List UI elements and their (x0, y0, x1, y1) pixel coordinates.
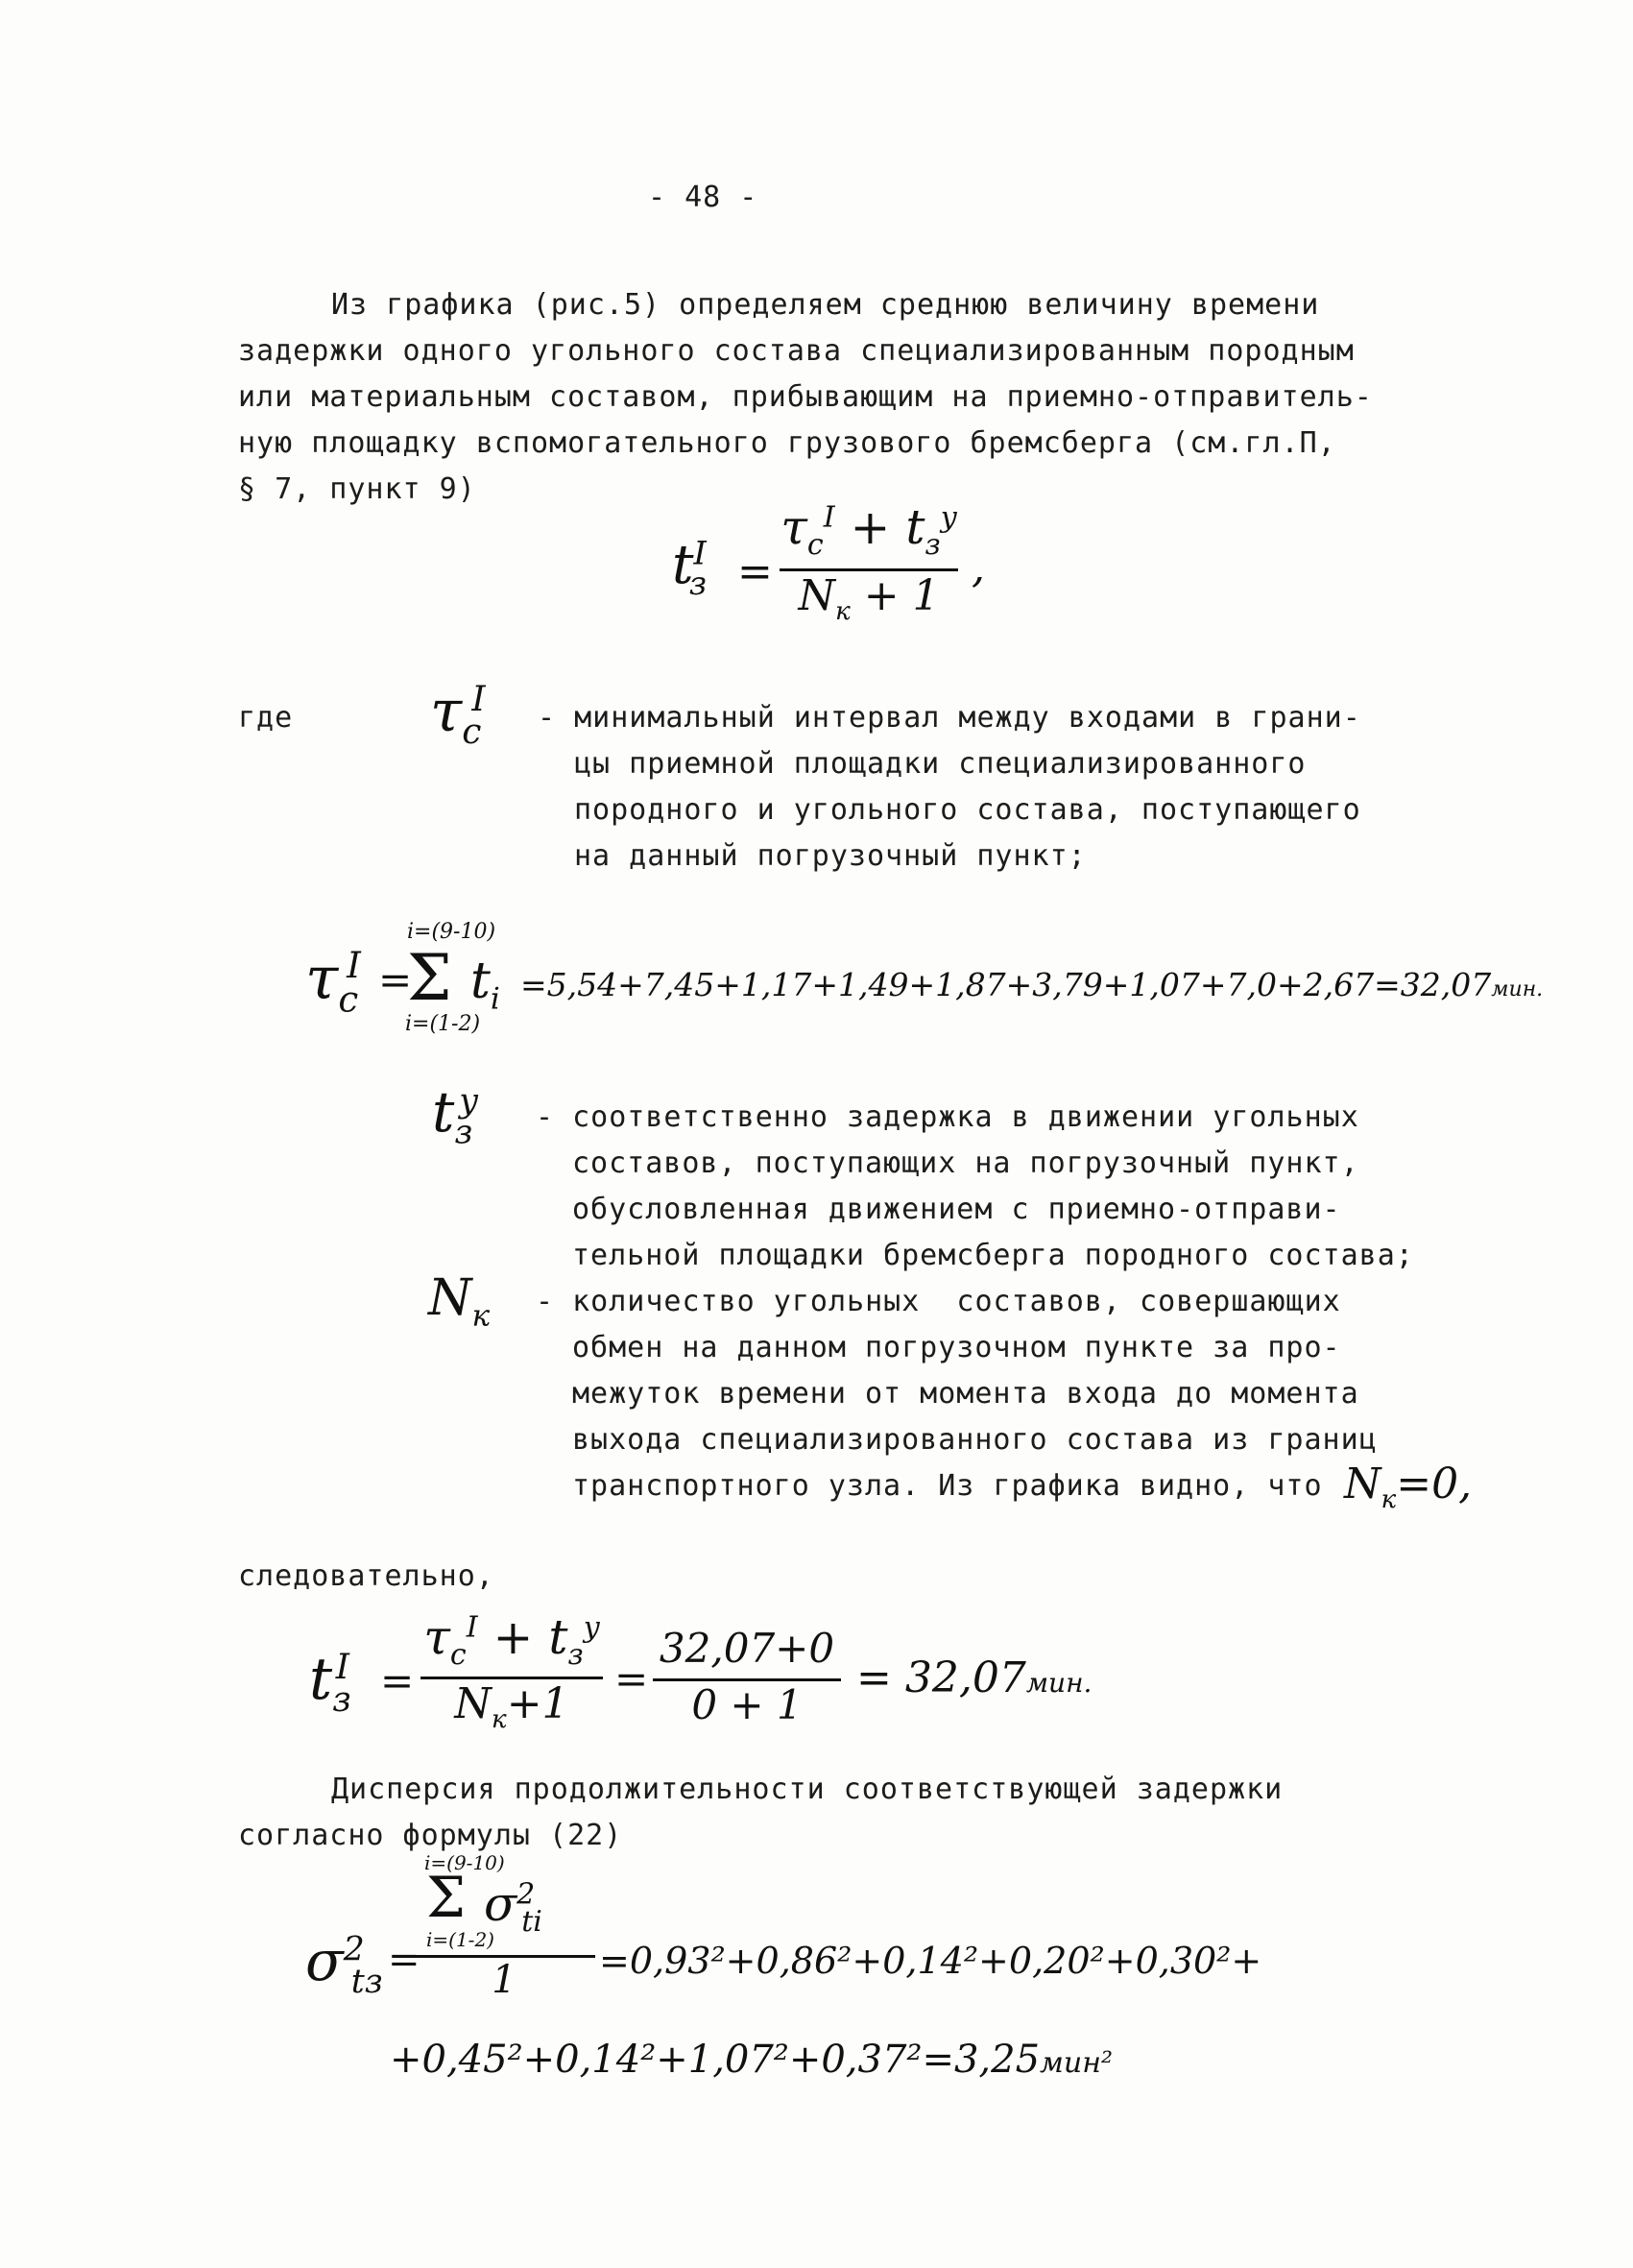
tau-definition-line-1: - минимальный интервал между входами в грани- (538, 701, 1361, 735)
paragraph-1-line-2: задержки одного угольного состава специализированным породным (238, 334, 1355, 368)
formula-1-fraction (780, 499, 958, 626)
where-label: где (238, 701, 294, 735)
formula-1-equals: = (737, 547, 773, 596)
formula-2-equals: = (378, 956, 413, 1003)
formula-2-sum-upper: i=(9-10) (407, 920, 496, 944)
formula-1-denominator: $N_к + 1$ (798, 571, 940, 626)
formula-2-sum-lower: i=(1-2) (405, 1012, 481, 1036)
formula-3-denominator-2: 0 + 1 (691, 1681, 803, 1728)
n-equals-zero: $N_к=0$, (1344, 1460, 1473, 1514)
formula-3-result: = 32,07мин. (856, 1653, 1093, 1702)
formula-4-fraction (413, 1847, 595, 2002)
tau-definition-line-4: на данный погрузочный пункт; (574, 839, 1087, 873)
tau-definition-line-3: породного и угольного состава, поступающего (574, 793, 1361, 827)
n-definition-line-5: транспортного узла. Из графика видно, что (572, 1469, 1323, 1503)
formula-4-rhs-line-2: +0,45²+0,14²+1,07²+0,37²=3,25мин² (390, 2038, 1114, 2082)
formula-3-denominator-1: $N_к+1$ (454, 1679, 569, 1734)
formula-4-sigma: Σ (426, 1865, 467, 1930)
paragraph-2-line-2: согласно формулы (22) (238, 1819, 623, 1852)
t-definition-line-4: тельной площадки бремсберга породного состава; (572, 1239, 1414, 1272)
n-definition-line-4: выхода специализированного состава из границ (572, 1423, 1378, 1457)
tau-definition-line-2: цы приемной площадки специализированного (574, 747, 1307, 781)
formula-4-sum-lower: i=(1-2) (426, 1928, 494, 1951)
formula-2-sigma: Σ (407, 941, 452, 1015)
formula-1-comma: , (972, 543, 985, 592)
paragraph-1-line-1: Из графика (рис.5) определяем среднюю величину времени (331, 288, 1320, 322)
formula-4-term: $\sigma^2_{ti}$ (484, 1876, 542, 1939)
formula-3-lhs: $t_з^I$ (309, 1646, 351, 1720)
formula-4-sum-upper: i=(9-10) (424, 1851, 505, 1874)
formula-3-numerator-1: $\tau_c^I + t_з^y$ (423, 1609, 600, 1672)
formula-4-lhs: $\sigma^2_{tз}$ (305, 1928, 383, 2001)
n-symbol: $N_к$ (428, 1269, 491, 1334)
t-definition-line-2: составов, поступающих на погрузочный пункт, (572, 1146, 1359, 1180)
consequently-label: следовательно, (238, 1559, 494, 1593)
formula-2-rhs: =5,54+7,45+1,17+1,49+1,87+3,79+1,07+7,0+2,67=32,07мин. (520, 966, 1544, 1003)
n-definition-line-1: - количество угольных составов, совершающих (536, 1285, 1341, 1318)
formula-1-numerator: $\tau_c^I + t_з^y$ (780, 499, 957, 562)
t-definition-line-1: - соответственно задержка в движении угольных (536, 1100, 1359, 1134)
tau-symbol: $\tau_c^I$ (430, 678, 486, 752)
formula-3-numerator-2: 32,07+0 (659, 1625, 835, 1672)
n-definition-line-2: обмен на данном погрузочном пункте за про- (572, 1331, 1341, 1364)
formula-1-lhs: $t^I_з$ (672, 534, 708, 603)
formula-4-denominator: 1 (492, 1958, 516, 2002)
formula-3-fraction-1 (420, 1609, 603, 1734)
paragraph-1-line-3: или материальным составом, прибывающим на приемно-отправитель- (238, 380, 1373, 414)
formula-4-numerator (413, 1847, 595, 1955)
n-definition-line-3: межуток времени от момента входа до момента (572, 1377, 1359, 1411)
formula-2-lhs: $\tau_c^I$ (305, 943, 361, 1021)
formula-4-equals: = (388, 1938, 420, 1982)
formula-4-rhs-line-1: =0,93²+0,86²+0,14²+0,20²+0,30²+ (599, 1940, 1262, 1982)
formula-3-fraction-2 (653, 1625, 841, 1728)
paragraph-2-line-1: Дисперсия продолжительности соответствующей задержки (331, 1773, 1284, 1806)
paragraph-1-line-5: § 7, пункт 9) (238, 472, 476, 506)
paragraph-1-line-4: ную площадку вспомогательного грузового бремсберга (см.гл.П, (238, 426, 1336, 460)
t-definition-line-3: обусловленная движением с приемно-отправи- (572, 1193, 1341, 1226)
page-number: - 48 - (648, 181, 758, 214)
formula-3-equals-1: = (380, 1657, 415, 1704)
formula-3-equals-2: = (614, 1655, 649, 1702)
t-symbol: $t_з^y$ (432, 1079, 478, 1152)
formula-2-term: $t_i$ (470, 953, 500, 1017)
